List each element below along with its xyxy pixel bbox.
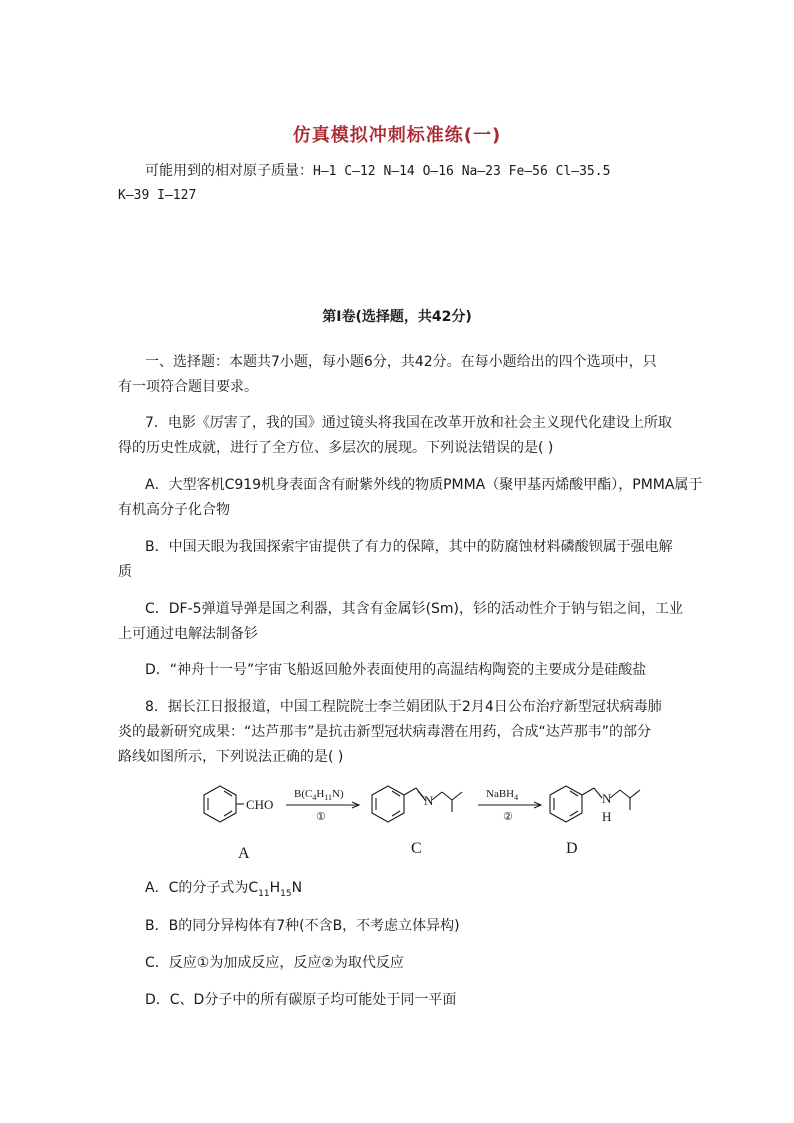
section-title: 第Ⅰ卷(选择题，共42分) — [322, 309, 472, 325]
q7-option-b-line2: 质 — [118, 564, 132, 580]
atomic-masses-label: 可能用到的相对原子质量： — [145, 163, 313, 179]
q8-option-c: C．反应①为加成反应，反应②为取代反应 — [145, 955, 404, 971]
q7-stem-line2: 得的历史性成就，进行了全方位、多层次的展现。下列说法错误的是( ) — [118, 440, 554, 456]
q7-option-d: D．“神舟十一号”宇宙飞船返回舱外表面使用的高温结构陶瓷的主要成分是硅酸盐 — [145, 662, 647, 678]
imine-nitrogen: N — [424, 793, 434, 808]
page-title: 仿真模拟冲刺标准练(一) — [292, 125, 502, 146]
benzene-ring-c — [372, 786, 404, 822]
q8-stem-line2: 炎的最新研究成果：“达芦那韦”是抗击新型冠状病毒潜在用药，合成“达芦那韦”的部分 — [118, 724, 652, 740]
instructions-line1: 一、选择题：本题共7小题，每小题6分，共42分。在每小题给出的四个选项中，只 — [145, 354, 657, 370]
step-2-label: ② — [503, 811, 513, 823]
q7-option-c-line1: C．DF-5弹道导弹是国之利器，其含有金属钐(Sm)，钐的活动性介于钠与铝之间，工业 — [145, 601, 684, 617]
compound-label-c: C — [411, 840, 422, 857]
atomic-masses-line2: K—39 I—127 — [118, 188, 197, 203]
atomic-masses-values: H—1 C—12 N—14 O—16 Na—23 Fe—56 Cl—35.5 — [313, 164, 611, 179]
q7-option-a-line2: 有机高分子化合物 — [118, 502, 230, 518]
amine-nitrogen: N — [602, 791, 612, 806]
amine-hydrogen: H — [602, 809, 612, 824]
atomic-masses-line1 — [145, 161, 610, 182]
q7-option-c-line2: 上可通过电解法制备钐 — [118, 626, 258, 642]
compound-label-a: A — [238, 845, 250, 862]
q8-stem-line3: 路线如图所示，下列说法正确的是( ) — [118, 749, 344, 765]
instructions-line2: 有一项符合题目要求。 — [118, 379, 258, 395]
benzene-ring-a — [204, 786, 236, 822]
q8-option-b: B．B的同分异构体有7种(不含B，不考虑立体异构) — [145, 918, 460, 934]
q8-option-d: D．C、D分子中的所有碳原子均可能处于同一平面 — [145, 992, 457, 1008]
q7-option-b-line1: B．中国天眼为我国探索宇宙提供了有力的保障，其中的防腐蚀材料磷酸钡属于强电解 — [145, 539, 673, 555]
step-1-label: ① — [316, 811, 326, 823]
compound-label-d: D — [566, 840, 578, 857]
q8-stem-line1: 8．据长江日报报道，中国工程院院士李兰娟团队于2月4日公布治疗新型冠状病毒肺 — [145, 699, 662, 715]
q8-option-a: A．C的分子式为$C_{11}H_{15}N$ — [145, 880, 303, 899]
q7-option-a-line1: A．大型客机C919机身表面含有耐紫外线的物质PMMA（聚甲基丙烯酸甲酯），PMMA属于 — [145, 477, 703, 493]
cho-group: CHO — [246, 797, 274, 812]
q7-stem-line1: 7．电影《厉害了，我的国》通过镜头将我国在改革开放和社会主义现代化建设上所取 — [145, 415, 672, 431]
reagent-1: $B(C_4H_{11}N)$ — [294, 788, 344, 802]
benzene-ring-d — [550, 786, 582, 822]
reagent-2: NaBH$_4$ — [486, 788, 519, 802]
